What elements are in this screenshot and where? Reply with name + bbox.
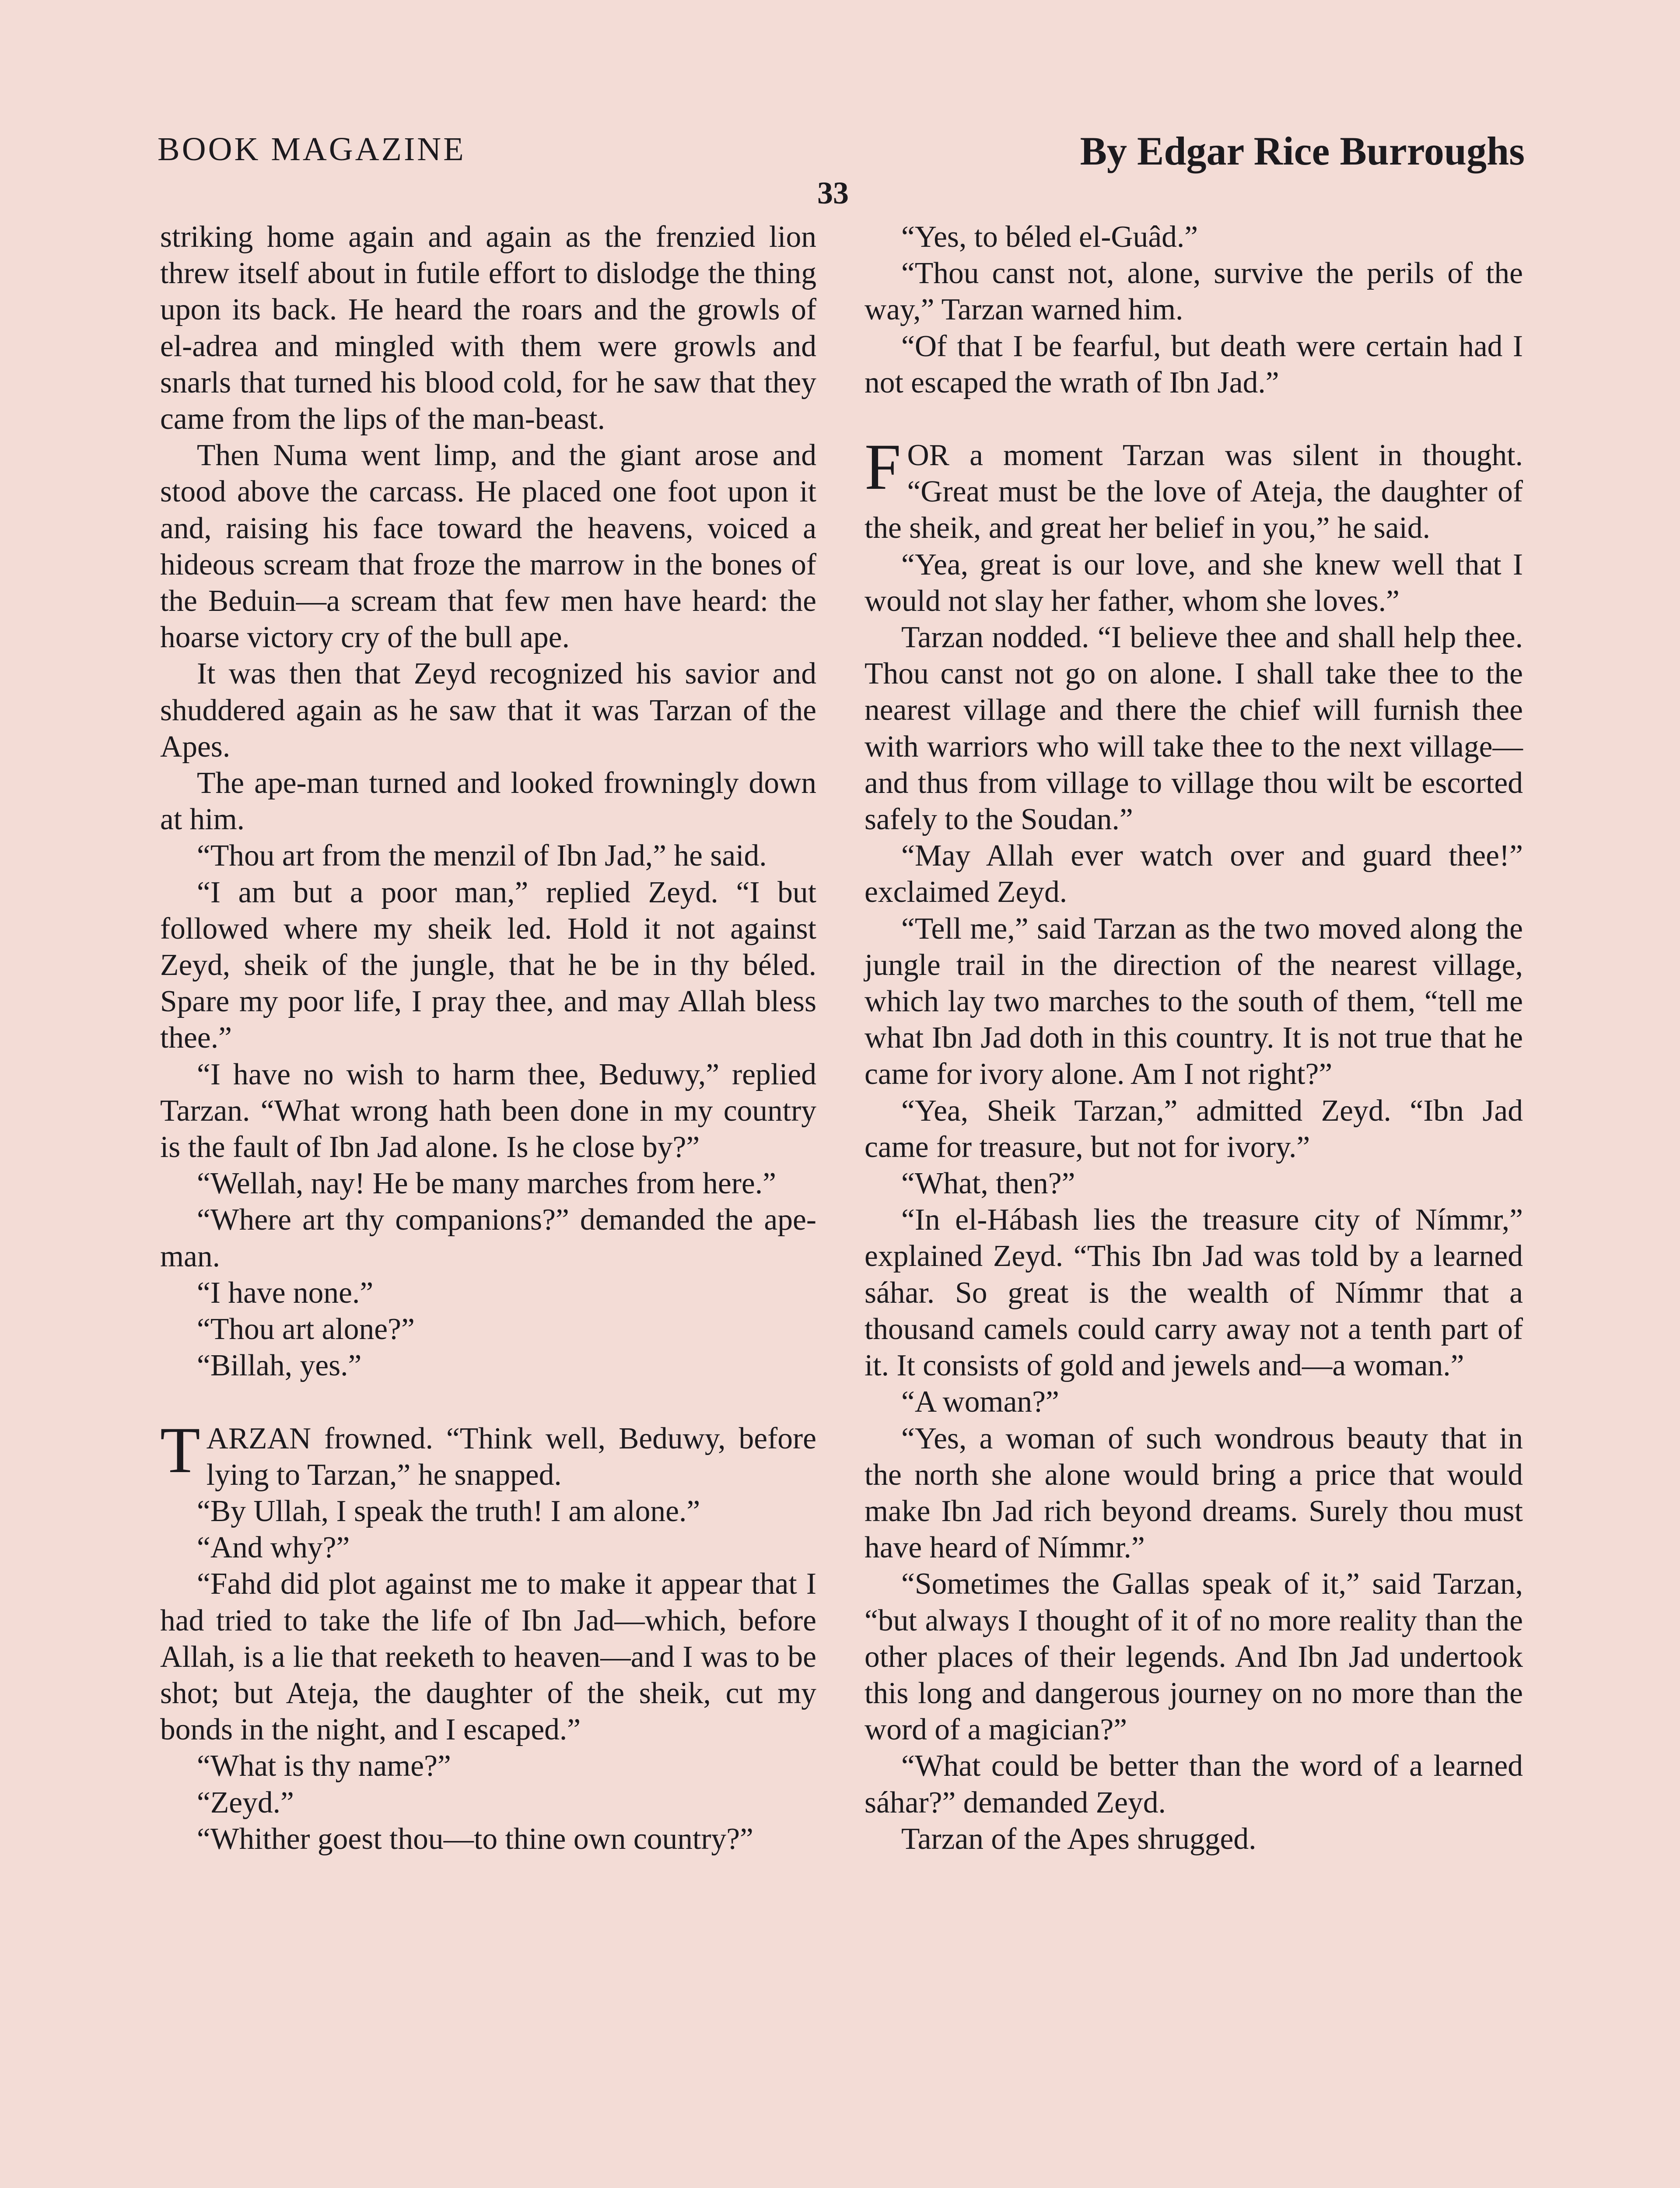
drop-cap: T <box>160 1413 200 1487</box>
paragraph: “Sometimes the Gallas speak of it,” said Tarzan, “but always I thought of it of no more reality than the other places of their legends. And Ibn Jad undertook this long and dangerous journey on no more than the word of a magician?” <box>864 1567 1523 1747</box>
paragraph: “What is thy name?” <box>197 1749 451 1783</box>
paragraph: striking home again and again as the frenzied lion threw itself about in futile effort to dislodge the thing upon its back. He heard the roars and the growls of el-adrea and mingled with them were growls and snarls that turned his blood cold, for he saw that they came from the lips of the man-beast. <box>160 220 816 436</box>
paragraph: “I have no wish to harm thee, Beduwy,” replied Tarzan. “What wrong hath been done in my country is the fault of Ibn Jad alone. Is he close by?” <box>160 1057 816 1164</box>
right-column <box>864 219 1523 1857</box>
section-opening-text: OR a moment Tarzan was silent in thought. “Great must be the love of Ateja, the daughter of the sheik, and great her belief in you,” he said. <box>864 438 1523 545</box>
paragraph: “Where art thy companions?” demanded the ape-man. <box>160 1203 816 1273</box>
author-byline: By Edgar Rice Burroughs <box>1080 129 1525 173</box>
paragraph: Tarzan nodded. “I believe thee and shall help thee. Thou canst not go on alone. I shall take thee to the nearest village and there the chief will furnish thee with warriors who will take thee to the next village—and thus from village to village thou wilt be escorted safely to the Soudan.” <box>864 621 1523 837</box>
paragraph: “Thou art from the menzil of Ibn Jad,” he said. <box>197 839 767 873</box>
paragraph: “Thou art alone?” <box>197 1312 415 1346</box>
paragraph: The ape-man turned and looked frowningly down at him. <box>160 766 816 837</box>
section-opening-paragraph <box>160 1413 816 1493</box>
paragraph: “Yea, great is our love, and she knew well that I would not slay her father, whom she loves.” <box>864 547 1523 618</box>
paragraph: “Yes, to béled el-Guâd.” <box>901 220 1198 254</box>
paragraph: Then Numa went limp, and the giant arose and stood above the carcass. He placed one foot upon it and, raising his face toward the heavens, voiced a hideous scream that froze the marrow in the bones of the Beduin—a scream that few men have heard: the hoarse victory cry of the bull ape. <box>160 438 816 655</box>
section-opening-paragraph <box>864 431 1523 547</box>
paragraph: “Yes, a woman of such wondrous beauty that in the north she alone would bring a price that would make Ibn Jad rich beyond dreams. Surely thou must have heard of Nímmr.” <box>864 1421 1523 1565</box>
paragraph: “I have none.” <box>197 1276 374 1310</box>
paragraph: Tarzan of the Apes shrugged. <box>901 1822 1256 1856</box>
paragraph: “May Allah ever watch over and guard thee!” exclaimed Zeyd. <box>864 839 1523 909</box>
paragraph: It was then that Zeyd recognized his savior and shuddered again as he saw that it was Tarzan of the Apes. <box>160 657 816 764</box>
paragraph: “What, then?” <box>901 1167 1075 1201</box>
paragraph: “Thou canst not, alone, survive the perils of the way,” Tarzan warned him. <box>864 256 1523 327</box>
magazine-title: BOOK MAGAZINE <box>158 131 466 168</box>
section-opening-text: ARZAN frowned. “Think well, Beduwy, before lying to Tarzan,” he snapped. <box>206 1421 816 1492</box>
paragraph: “Fahd did plot against me to make it appear that I had tried to take the life of Ibn Jad—which, before Allah, is a lie that reeketh to heaven—and I was to be shot; but Ateja, the daughter of the sheik, cut my bonds in the night, and I escaped.” <box>160 1567 816 1747</box>
paragraph: “And why?” <box>197 1531 350 1565</box>
paragraph: “By Ullah, I speak the truth! I am alone.” <box>197 1494 700 1528</box>
paragraph: “What could be better than the word of a learned sáhar?” demanded Zeyd. <box>864 1749 1523 1820</box>
paragraph: “Billah, yes.” <box>197 1349 362 1383</box>
left-column <box>160 219 816 1857</box>
paragraph: “Whither goest thou—to thine own country?” <box>197 1822 753 1856</box>
paragraph: “A woman?” <box>901 1385 1059 1419</box>
paragraph: “Zeyd.” <box>197 1785 294 1820</box>
paragraph: “Tell me,” said Tarzan as the two moved along the jungle trail in the direction of the nearest village, which lay two marches to the south of them, “tell me what Ibn Jad doth in this country. It is not true that he came for ivory alone. Am I not right?” <box>864 912 1523 1091</box>
drop-cap: F <box>864 431 901 504</box>
page-number: 33 <box>817 175 849 210</box>
paragraph: “Wellah, nay! He be many marches from here.” <box>197 1167 776 1201</box>
paragraph: “I am but a poor man,” replied Zeyd. “I but followed where my sheik led. Hold it not against Zeyd, sheik of the jungle, that he be in thy béled. Spare my poor life, I pray thee, and may Allah bless thee.” <box>160 875 816 1055</box>
paragraph: “Of that I be fearful, but death were certain had I not escaped the wrath of Ibn Jad.” <box>864 329 1523 400</box>
paragraph: “In el-Hábash lies the treasure city of Nímmr,” explained Zeyd. “This Ibn Jad was told by a learned sáhar. So great is the wealth of Nímmr that a thousand camels could carry away not a tenth part of it. It consists of gold and jewels and—a woman.” <box>864 1203 1523 1383</box>
paragraph: “Yea, Sheik Tarzan,” admitted Zeyd. “Ibn Jad came for treasure, but not for ivory.” <box>864 1094 1523 1164</box>
